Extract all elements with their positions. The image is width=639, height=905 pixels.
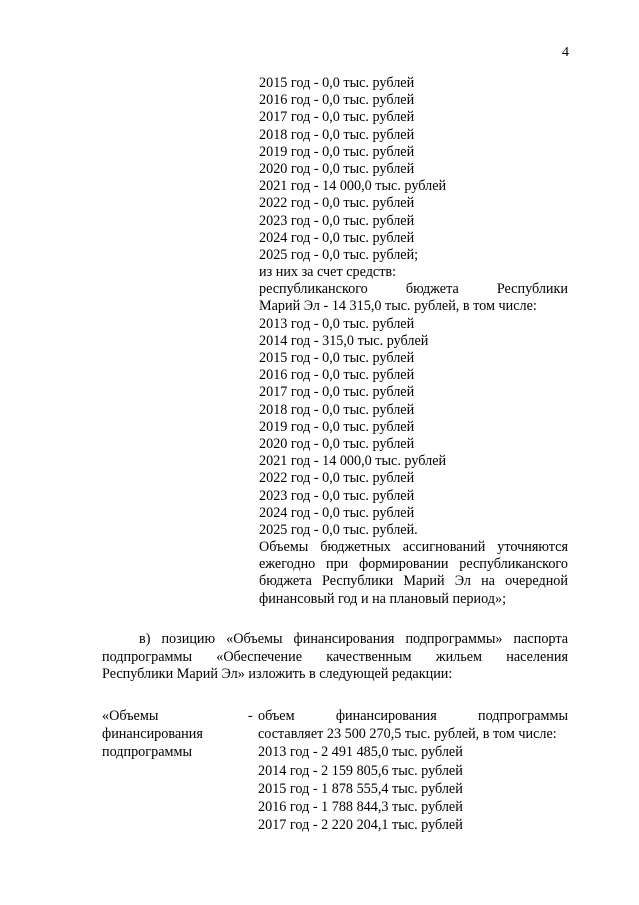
table-value-line: 2017 год - 2 220 204,1 тыс. рублей [258,817,463,834]
list-item: 2023 год - 0,0 тыс. рублей [259,487,415,504]
note-line: бюджета Республики Марий Эл на очередной [259,573,568,590]
list-item: 2016 год - 0,0 тыс. рублей [259,92,415,109]
list-item: 2018 год - 0,0 тыс. рублей [259,401,415,418]
republic-budget-line-2: Марий Эл - 14 315,0 тыс. рублей, в том числе: [259,298,537,315]
table-label-line: финансирования [102,726,203,743]
list-item: 2017 год - 0,0 тыс. рублей [259,109,415,126]
note-line: ежегодно при формировании республиканского [259,556,568,573]
table-value-line: 2014 год - 2 159 805,6 тыс. рублей [258,762,463,779]
table-value-line: составляет 23 500 270,5 тыс. рублей, в том числе: [258,726,557,743]
list-item: 2020 год - 0,0 тыс. рублей [259,435,415,452]
paragraph-line: подпрограммы «Обеспечение качественным жильем населения [102,648,568,665]
list-item: 2021 год - 14 000,0 тыс. рублей [259,178,447,195]
funding-years-list-2 [259,316,568,539]
list-item: 2020 год - 0,0 тыс. рублей [259,160,415,177]
list-item: 2022 год - 0,0 тыс. рублей [259,195,415,212]
note-line: финансовый год и на плановый период»; [259,590,507,607]
table-label-line: подпрограммы [102,744,192,761]
table-value-line: объем финансирования подпрограммы [258,708,568,724]
table-value-line: 2016 год - 1 788 844,3 тыс. рублей [258,798,463,815]
list-item: 2016 год - 0,0 тыс. рублей [259,367,415,384]
list-item: 2024 год - 0,0 тыс. рублей [259,504,415,521]
list-item: 2014 год - 315,0 тыс. рублей [259,332,429,349]
page-number: 4 [562,45,569,60]
list-item: 2015 год - 0,0 тыс. рублей [259,350,415,366]
table-value-line: 2013 год - 2 491 485,0 тыс. рублей [258,744,463,761]
budget-note [259,539,568,608]
republic-budget-line-1: республиканского бюджета Республики [259,281,568,298]
paragraph-line: Республики Марий Эл» изложить в следующей редакции: [102,666,453,683]
list-item: из них за счет средств: [259,264,397,281]
list-item: 2022 год - 0,0 тыс. рублей [259,470,415,487]
list-item: 2017 год - 0,0 тыс. рублей [259,384,415,401]
table-dash: - [248,708,253,724]
list-item: 2025 год - 0,0 тыс. рублей. [259,521,418,538]
table-label-cell [102,708,242,763]
table-value-cell [258,708,568,835]
list-item: 2013 год - 0,0 тыс. рублей [259,315,415,332]
list-item: 2021 год - 14 000,0 тыс. рублей [259,453,447,470]
list-item: 2024 год - 0,0 тыс. рублей [259,229,415,246]
list-item: 2019 год - 0,0 тыс. рублей [259,143,415,160]
funding-years-list-1 [259,75,568,281]
list-item: 2023 год - 0,0 тыс. рублей [259,212,415,229]
note-line: Объемы бюджетных ассигнований уточняются [259,539,568,556]
amendment-paragraph [102,631,568,684]
table-value-line: 2015 год - 1 878 555,4 тыс. рублей [258,780,463,797]
list-item: 2018 год - 0,0 тыс. рублей [259,126,415,143]
table-label-line: «Объемы [102,708,159,724]
list-item: 2025 год - 0,0 тыс. рублей; [259,246,419,263]
funding-column [259,75,568,608]
list-item: 2019 год - 0,0 тыс. рублей [259,418,415,435]
list-item: 2015 год - 0,0 тыс. рублей [259,75,415,91]
paragraph-line: в) позицию «Объемы финансирования подпрограммы» паспорта [139,631,568,647]
